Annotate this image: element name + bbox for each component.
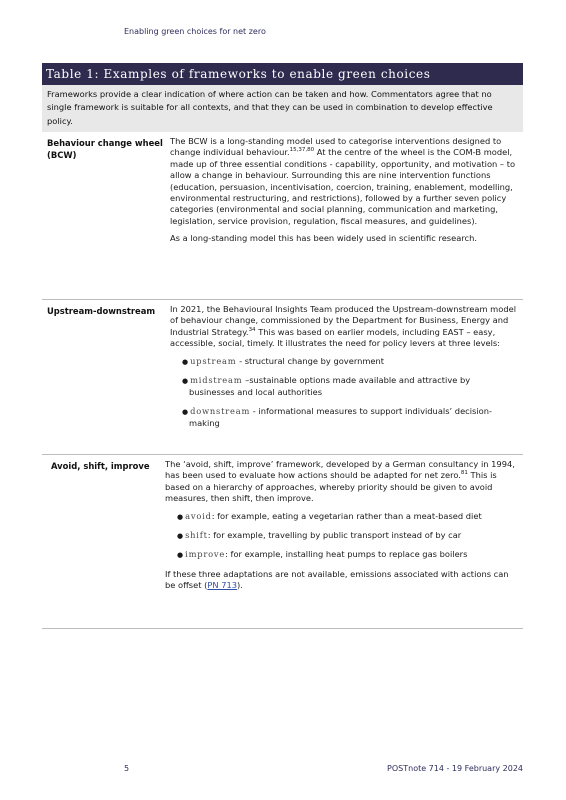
row-paragraph (170, 304, 517, 350)
frameworks-table (42, 63, 523, 629)
bullet-icon: ● (182, 407, 189, 416)
list-item (177, 406, 517, 430)
text-run: This is based on a hierarchy of approaches, whereby priority should be given to avoid measures, then shift, then improve. (165, 470, 497, 504)
list-item (177, 375, 517, 399)
text-run: - structural change by government (236, 355, 385, 366)
row-paragraph (165, 459, 517, 505)
page-number: 5 (124, 764, 130, 773)
bullet-icon: ● (182, 376, 189, 385)
bullet-icon: ● (177, 551, 184, 560)
bullet-list (165, 511, 517, 562)
term: downstream (190, 405, 251, 416)
row-paragraph (165, 569, 517, 592)
row-paragraph: As a long-standing model this has been widely used in scientific research. (170, 233, 478, 244)
citation-superscript: 34 (248, 326, 256, 333)
bullet-icon: ● (177, 512, 184, 521)
document-reference: POSTnote 714 - 19 February 2024 (387, 764, 523, 773)
table-row-bcw (42, 132, 523, 300)
text-run: The BCW is a long-standing model used to categorise interventions designed to change individual behaviour. (170, 135, 502, 158)
citation-superscript: 81 (460, 470, 468, 477)
running-header: Enabling green choices for net zero (124, 27, 266, 36)
term: midstream (190, 374, 243, 385)
table-row-upstream-downstream (42, 300, 523, 455)
row-description (170, 300, 523, 454)
row-label: Behaviour change wheel (BCW) (47, 137, 163, 160)
text-run: If these three adaptations are not available, emissions associated with actions can be offset ( (165, 568, 509, 591)
list-item (172, 511, 517, 523)
text-run: At the centre of the wheel is the COM-B model, made up of three essential conditions - capability, opportunity, and motivation – to allow a change in behaviour. Surrounding this are nine intervention functions (education, persuasion, incentivisation, coercion, training, enablement, modelling, environmental restructuring, and restrictions), followed by a further seven policy categories (environmental and social planning, communication and marketing, legislation, service provision, regulation, fiscal measures, and guidelines). (170, 147, 516, 226)
term: avoid (185, 510, 212, 521)
text-run: In 2021, the Behavioural Insights Team produced the Upstream-downstream model of behaviour change, commissioned by the Department for Business, Energy and Industrial Strategy. (170, 303, 517, 337)
row-paragraph (170, 136, 517, 227)
table-row-avoid-shift-improve (42, 455, 523, 629)
text-run: : for example, installing heat pumps to replace gas boilers (225, 549, 468, 560)
text-run: –sustainable options made available and attractive by businesses and local authorities (189, 374, 471, 398)
table-title: Table 1: Examples of frameworks to enable green choices (42, 63, 523, 85)
bullet-icon: ● (177, 531, 184, 540)
text-run: : for example, travelling by public transport instead of by car (207, 529, 462, 540)
list-item (177, 356, 517, 368)
list-item (172, 549, 517, 561)
bullet-list (170, 356, 517, 430)
bullet-icon: ● (182, 357, 189, 366)
citation-superscript: 15,37,80 (289, 147, 315, 154)
row-label: Upstream-downstream (47, 305, 156, 316)
term: shift (185, 529, 208, 540)
list-item (172, 530, 517, 542)
term: improve (185, 549, 226, 560)
text-run: : for example, eating a vegetarian rather than a meat-based diet (211, 510, 482, 521)
row-label: Avoid, shift, improve (51, 460, 150, 471)
text-run: ). (237, 580, 243, 591)
row-description (165, 455, 523, 628)
table-intro: Frameworks provide a clear indication of where action can be taken and how. Commentators agree that no single framework is suitable for all contexts, and that they can be used in combination to develop effective policy. (42, 85, 523, 132)
text-run: The ‘avoid, shift, improve’ framework, developed by a German consultancy in 1994, has been used to evaluate how actions should be adapted for net zero. (165, 458, 515, 481)
text-run: - informational measures to support individuals’ decision-making (189, 405, 492, 429)
term: upstream (190, 355, 237, 366)
text-run: This was based on earlier models, including EAST – easy, accessible, social, timely. It illustrates the need for policy levers at three levels: (170, 326, 501, 349)
postnote-713-link[interactable]: PN 713 (207, 580, 238, 591)
row-description (170, 132, 523, 299)
